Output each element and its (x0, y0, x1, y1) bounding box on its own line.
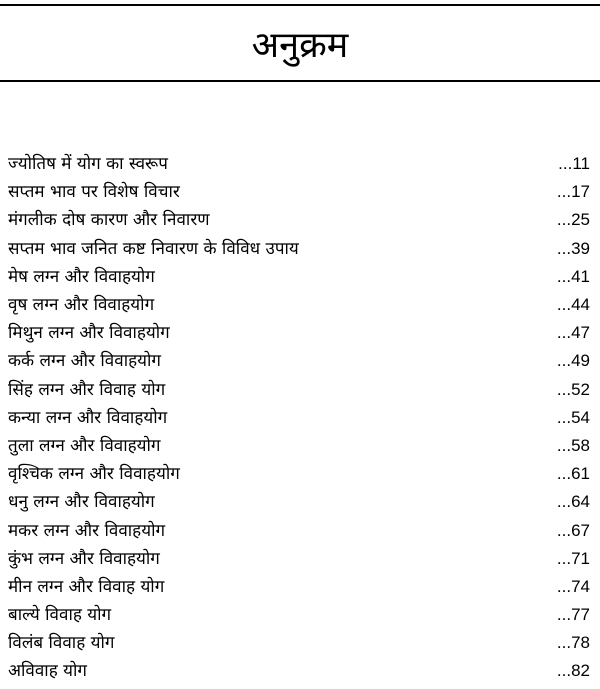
toc-entry-page: ...41 (556, 266, 590, 286)
toc-entry-page: ...58 (556, 435, 590, 455)
toc-entry-page: ...71 (556, 548, 590, 568)
page-title: अनुक्रम (251, 25, 349, 66)
toc-entry-title: सप्तम भाव पर विशेष विचार (8, 182, 180, 203)
toc-entry-title: सप्तम भाव जनित कष्ट निवारण के विविध उपाय (8, 238, 299, 259)
toc-entry[interactable] (8, 178, 592, 206)
toc-entry-page: ...61 (556, 464, 590, 484)
toc-entry[interactable] (8, 573, 592, 601)
toc-entry-title: वृश्चिक लग्न और विवाहयोग (8, 464, 180, 485)
toc-entry-title: बाल्ये विवाह योग (8, 605, 112, 626)
toc-entry[interactable] (8, 150, 592, 178)
toc-entry-page: ...77 (556, 605, 590, 625)
table-of-contents (8, 150, 592, 686)
toc-entry-title: विलंब विवाह योग (8, 633, 115, 654)
toc-entry-page: ...47 (556, 323, 590, 343)
toc-entry[interactable] (8, 291, 592, 319)
toc-entry-page: ...64 (556, 492, 590, 512)
toc-entry[interactable] (8, 319, 592, 347)
toc-entry[interactable] (8, 404, 592, 432)
toc-entry[interactable] (8, 545, 592, 573)
toc-entry-title: कन्या लग्न और विवाहयोग (8, 407, 168, 428)
toc-entry[interactable] (8, 432, 592, 460)
toc-entry-page: ...39 (556, 238, 590, 258)
toc-entry-page: ...74 (556, 576, 590, 596)
toc-entry-title: मीन लग्न और विवाह योग (8, 576, 165, 597)
top-rule (0, 4, 600, 6)
toc-entry-title: कुंभ लग्न और विवाहयोग (8, 548, 160, 569)
toc-entry-page: ...49 (556, 351, 590, 371)
toc-entry[interactable] (8, 657, 592, 685)
toc-entry[interactable] (8, 206, 592, 234)
toc-entry-title: तुला लग्न और विवाहयोग (8, 435, 161, 456)
toc-entry-page: ...11 (558, 154, 590, 174)
toc-entry-page: ...82 (556, 661, 590, 681)
toc-entry[interactable] (8, 263, 592, 291)
toc-entry-title: मिथुन लग्न और विवाहयोग (8, 323, 170, 344)
toc-entry-title: मेष लग्न और विवाहयोग (8, 266, 155, 287)
toc-entry-title: अविवाह योग (8, 661, 87, 682)
toc-entry-title: ज्योतिष में योग का स्वरूप (8, 154, 168, 175)
toc-entry-title: धनु लग्न और विवाहयोग (8, 492, 155, 513)
toc-entry[interactable] (8, 488, 592, 516)
toc-entry-title: वृष लग्न और विवाहयोग (8, 295, 155, 316)
toc-entry-page: ...67 (556, 520, 590, 540)
toc-entry-title: कर्क लग्न और विवाहयोग (8, 351, 161, 372)
toc-entry-page: ...44 (556, 295, 590, 315)
toc-entry[interactable] (8, 516, 592, 544)
toc-entry[interactable] (8, 601, 592, 629)
toc-entry[interactable] (8, 235, 592, 263)
title-underline-rule (0, 80, 600, 82)
toc-entry-page: ...78 (556, 633, 590, 653)
toc-entry-page: ...25 (556, 210, 590, 230)
toc-entry-page: ...17 (556, 182, 590, 202)
toc-entry-title: मंगलीक दोष कारण और निवारण (8, 210, 210, 231)
toc-entry-page: ...54 (556, 407, 590, 427)
toc-entry-page: ...52 (556, 379, 590, 399)
toc-entry[interactable] (8, 629, 592, 657)
toc-entry[interactable] (8, 460, 592, 488)
toc-entry-title: मकर लग्न और विवाहयोग (8, 520, 166, 541)
toc-entry-title: सिंह लग्न और विवाह योग (8, 379, 166, 400)
toc-entry[interactable] (8, 347, 592, 375)
toc-entry[interactable] (8, 376, 592, 404)
